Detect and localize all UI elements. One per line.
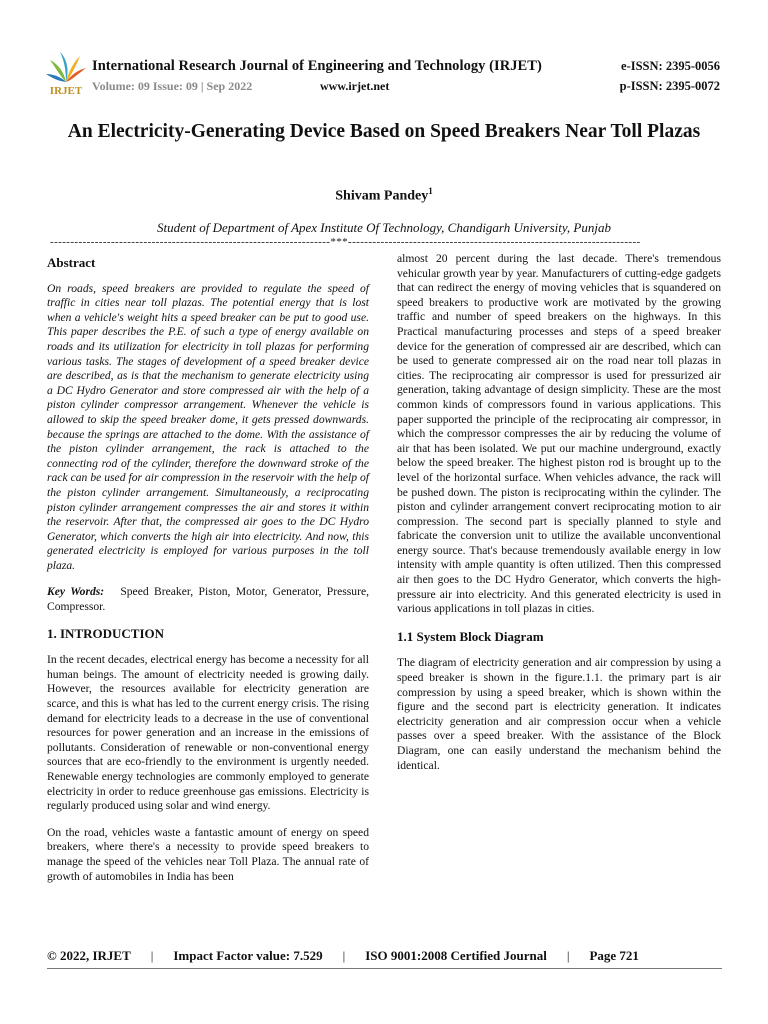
logo-text: IRJET: [49, 85, 83, 96]
block-diagram-text: The diagram of electricity generation and air compression by using a speed breaker is shown in the figure.1.1. the primary part is air compression by using a speed breaker, which is shown within the figure and the second part is electricity generation. It indicates electricity generation and air compression occur when a vehicle passes over a speed breaker. With the assistance of the Block Diagram, one can easily understand the mechanism behind the identical.: [397, 656, 721, 772]
author-affiliation-mark: 1: [428, 186, 433, 196]
abstract-heading: Abstract: [47, 255, 96, 270]
abstract-text: On roads, speed breakers are provided to regulate the speed of traffic in cities near toll plazas. The potential energy that is lost when a vehicle's weight hits a speed breaker can be put to good use. This paper describes the P.E. of such a type of energy available on roads and its utilization for electricity in toll plazas for performing various tasks. The stages of development of a speed breaker device are described, as is that the mechanism to generate electricity using a DC Hydro Generator and store compressed air with the help of a piston cylinder compressor arrangement. Whenever the vehicle is allowed to skip the speed breaker dome, it gets pressed downwards. because the springs are attached to the dome. With the assistance of the piston cylinder arrangement, the rack is attached to the connecting rod of the cylinder, therefore the downward stroke of the rack can be used for air compression in the reservoir with the help of the piston cylinder arrangement. Simultaneously, a reciprocating piston cylinder arrangement compresses the air and stores it within the reservoir. After that, the compressed air goes to the DC Hydro Generator, which converts the high air into electricity. And now, this generated electricity is employed for various purposes in the toll plaza.: [47, 281, 369, 572]
footer-iso: ISO 9001:2008 Certified Journal: [365, 948, 547, 963]
keywords-text: Speed Breaker, Piston, Motor, Generator, Pressure, Compressor.: [47, 585, 369, 614]
journal-title: International Research Journal of Engineering and Technology (IRJET): [92, 58, 542, 74]
footer-impact-factor: Impact Factor value: 7.529: [173, 948, 323, 963]
footer-rule: [47, 968, 722, 969]
section-divider: ---------------------------------------------------------------------***------------------------------------------------------------------------: [50, 236, 641, 248]
footer-copyright: © 2022, IRJET: [47, 948, 131, 963]
keywords: [47, 585, 369, 614]
journal-header: [0, 0, 768, 100]
journal-website-link[interactable]: www.irjet.net: [320, 79, 390, 93]
introduction-paragraph-1: In the recent decades, electrical energy has become a necessity for all human beings. The amount of electricity needed is growing daily. However, the resources available for electricity generation are scarce, and this is what has led to the current energy crisis. The rising demand for electricity leads to a decrease in the use of conventional resources for power generation and an increase in the emissions of pollutants. Consideration of renewable or non-conventional energy sources that are eco-friendly to the environment is urgently needed. Renewable energy technologies are commonly employed to generate electricity in order to reduce greenhouse gas emissions. Electricity is regularly produced using solar and wind energy.: [47, 653, 369, 813]
footer-separator: |: [566, 948, 570, 963]
block-diagram-heading: 1.1 System Block Diagram: [397, 628, 544, 644]
author-name: Shivam Pandey: [335, 188, 429, 204]
e-issn: e-ISSN: 2395-0056: [621, 59, 720, 73]
introduction-paragraph-2-continued: almost 20 percent during the last decade. There's tremendous vehicular growth year by year. Manufacturers of cutting-edge gadgets that can redirect the energy of moving vehicles that is squandered on speed breakers to productive work are motivated by the growing traffic and number of speed breakers on the highways. In this Practical manufacturing processes and steps of a speed breaker device for the generation of compressed air are described, which can be used to generate compressed air on the road near toll plazas in cities. The reciprocating air compressor is used for pressurized air generation, taking advantage of design simplicity. These are the most common kinds of compressors found in various applications. This paper supported the principle of the reciprocating air compressor, in which the compressor compresses the air by reducing the volume of air that has been isolated. We put our machine underground, exactly below the speed breaker. The highest piston rod is brought up to the level of the horizontal surface. When vehicles advance, the rack will be pushed down. The piston is reciprocating within the cylinder. The piston and cylinder arrangement convert reciprocating motion to air compression. The second part is specially planned to style and fabricate the conversion unit to utilize the available unconventional energy source. That's because tremendously available energy in low intensity with ample quantity is often utilized. Then this compressed air then goes to the DC Hydro Generator, which converts the high-pressure air into electricity. And this generated electricity is used in various applications in toll plazas in cities.: [397, 252, 721, 616]
page-footer: [47, 948, 722, 964]
introduction-heading: 1. INTRODUCTION: [47, 625, 165, 641]
left-column: [47, 256, 369, 884]
right-column: [397, 252, 721, 773]
paper-title: An Electricity-Generating Device Based on Speed Breakers Near Toll Plazas: [67, 121, 701, 142]
footer-page-number: Page 721: [589, 948, 639, 963]
introduction-paragraph-2: On the road, vehicles waste a fantastic amount of energy on speed breakers, where there's a necessity to provide speed breakers to manage the speed of the vehicles near Toll Plaza. The annual rate of growth of automobiles in India has been: [47, 825, 369, 883]
irjet-logo: [44, 50, 88, 96]
author-affiliation: Student of Department of Apex Institute Of Technology, Chandigarh University, Punjab: [156, 220, 611, 235]
keywords-label: Key Words:: [47, 585, 105, 599]
footer-separator: |: [150, 948, 154, 963]
author: [0, 186, 768, 205]
footer-separator: |: [342, 948, 346, 963]
volume-issue: Volume: 09 Issue: 09 | Sep 2022: [92, 79, 253, 93]
p-issn: p-ISSN: 2395-0072: [619, 79, 720, 93]
